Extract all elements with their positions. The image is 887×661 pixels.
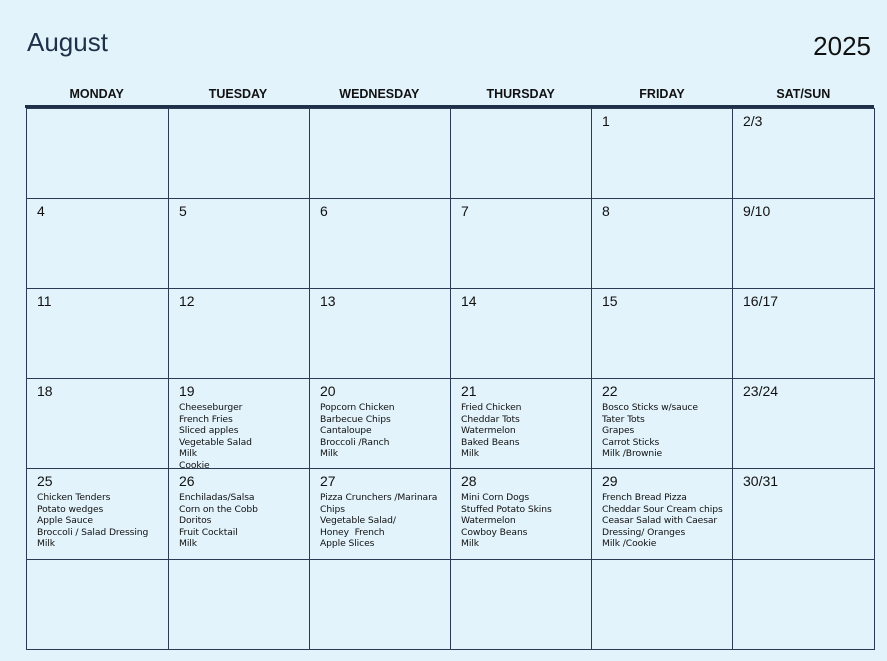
menu-item: Corn on the Cobb <box>179 503 258 515</box>
menu-item: French Fries <box>179 413 233 425</box>
weekday-friday: FRIDAY <box>639 87 685 101</box>
calendar-day-cell <box>169 108 310 198</box>
menu-item: Sliced apples <box>179 425 239 436</box>
day-number: 23/24 <box>743 383 779 399</box>
menu-item: Broccoli /Ranch <box>320 436 390 448</box>
menu-item: Milk <box>179 538 197 549</box>
calendar-day-cell <box>27 198 169 288</box>
menu-item: Watermelon <box>461 425 516 436</box>
menu-item: Pizza Crunchers /Marinara <box>320 492 438 503</box>
menu-item: Barbecue Chips <box>320 413 391 425</box>
calendar-day-cell <box>27 559 169 650</box>
menu-item: Ceasar Salad with Caesar <box>602 515 718 526</box>
calendar-day-cell <box>310 378 451 468</box>
calendar-day-cell <box>592 468 733 559</box>
menu-item: Milk <box>461 448 479 459</box>
menu-item: Milk <box>461 538 479 549</box>
menu-item: Doritos <box>179 515 212 526</box>
menu-item: Stuffed Potato Skins <box>461 503 552 515</box>
day-number: 9/10 <box>743 203 771 219</box>
menu-item: Grapes <box>602 425 635 436</box>
day-number: 4 <box>37 203 45 219</box>
day-number: 19 <box>179 383 195 399</box>
menu-item: Milk <box>320 448 338 459</box>
menu-item: Tater Tots <box>602 413 645 425</box>
calendar-day-cell <box>169 198 310 288</box>
day-number: 5 <box>179 203 187 219</box>
menu-item: Cantaloupe <box>320 425 372 436</box>
calendar-day-cell <box>733 288 875 378</box>
menu-item: Cheeseburger <box>179 402 243 413</box>
calendar-day-cell <box>169 288 310 378</box>
day-number: 27 <box>320 473 336 489</box>
menu-item: Cookie <box>179 459 210 468</box>
day-number: 26 <box>179 473 195 489</box>
menu-item: Broccoli / Salad Dressing <box>37 526 149 538</box>
calendar-day-cell <box>27 468 169 559</box>
menu-item: Apple Sauce <box>37 515 93 526</box>
menu-item: Milk <box>37 538 55 549</box>
calendar-day-cell <box>310 198 451 288</box>
menu-item: Dressing/ Oranges <box>602 526 686 538</box>
day-number: 8 <box>602 203 610 219</box>
menu-item: Watermelon <box>461 515 516 526</box>
day-number: 11 <box>37 293 52 309</box>
menu-item: Cowboy Beans <box>461 526 528 538</box>
day-number: 18 <box>37 383 53 399</box>
day-number: 16/17 <box>743 293 779 309</box>
calendar-day-cell <box>592 378 733 468</box>
weekday-thursday: THURSDAY <box>486 87 555 101</box>
menu-item: Cheddar Tots <box>461 413 520 425</box>
calendar-day-cell <box>592 198 733 288</box>
menu-item: Apple Slices <box>320 538 375 549</box>
day-number: 29 <box>602 473 618 489</box>
calendar-grid <box>26 108 874 650</box>
menu-item: Mini Corn Dogs <box>461 492 530 503</box>
calendar-day-cell <box>733 108 875 198</box>
menu-item: Baked Beans <box>461 436 520 448</box>
calendar-day-cell <box>451 288 592 378</box>
weekday-weekend: SAT/SUN <box>776 87 831 101</box>
day-number: 2/3 <box>743 113 763 129</box>
menu-item: Vegetable Salad/ <box>320 515 396 526</box>
day-number: 30/31 <box>743 473 779 489</box>
menu-item: Cheddar Sour Cream chips <box>602 503 723 515</box>
calendar-day-cell <box>169 378 310 468</box>
menu-item: Chips <box>320 503 345 515</box>
menu-item: Bosco Sticks w/sauce <box>602 402 698 413</box>
weekday-wednesday: WEDNESDAY <box>339 87 420 101</box>
menu-item: Milk /Cookie <box>602 538 657 549</box>
calendar-day-cell <box>27 288 169 378</box>
day-number: 20 <box>320 383 336 399</box>
calendar-day-cell <box>310 108 451 198</box>
menu-item: Fried Chicken <box>461 402 522 413</box>
day-number: 25 <box>37 473 53 489</box>
weekday-tuesday: TUESDAY <box>208 87 268 101</box>
day-number: 15 <box>602 293 618 309</box>
calendar-day-cell <box>451 108 592 198</box>
menu-item: Popcorn Chicken <box>320 402 395 413</box>
menu-item: Carrot Sticks <box>602 436 660 448</box>
menu-item: Milk /Brownie <box>602 448 663 459</box>
calendar-day-cell <box>169 559 310 650</box>
calendar-day-cell <box>451 468 592 559</box>
menu-item: Potato wedges <box>37 503 104 515</box>
calendar-day-cell <box>451 559 592 650</box>
menu-item: Enchiladas/Salsa <box>179 492 255 503</box>
menu-item: Chicken Tenders <box>37 492 111 503</box>
calendar-day-cell <box>733 198 875 288</box>
day-number: 6 <box>320 203 328 219</box>
menu-item: Milk <box>179 448 197 459</box>
calendar-day-cell <box>592 288 733 378</box>
weekday-header-row <box>26 84 874 106</box>
calendar-day-cell <box>310 288 451 378</box>
menu-item: French Bread Pizza <box>602 492 687 503</box>
day-number: 1 <box>602 113 610 129</box>
weekday-monday: MONDAY <box>69 87 124 101</box>
day-number: 21 <box>461 383 477 399</box>
calendar-day-cell <box>310 468 451 559</box>
calendar-day-cell <box>451 378 592 468</box>
day-number: 7 <box>461 203 469 219</box>
calendar-day-cell <box>733 378 875 468</box>
calendar-day-cell <box>169 468 310 559</box>
day-number: 14 <box>461 293 477 309</box>
calendar-day-cell <box>451 198 592 288</box>
calendar-day-cell <box>592 108 733 198</box>
year-title: 2025 <box>813 31 871 61</box>
day-number: 12 <box>179 293 195 309</box>
menu-item: Vegetable Salad <box>179 436 252 448</box>
calendar-day-cell <box>733 559 875 650</box>
menu-item: Fruit Cocktail <box>179 526 238 538</box>
menu-item: Honey French <box>320 526 385 538</box>
calendar-day-cell <box>733 468 875 559</box>
day-number: 22 <box>602 383 618 399</box>
day-number: 28 <box>461 473 477 489</box>
calendar-day-cell <box>27 108 169 198</box>
day-number: 13 <box>320 293 336 309</box>
calendar-day-cell <box>27 378 169 468</box>
month-title: August <box>27 27 108 57</box>
calendar-day-cell <box>592 559 733 650</box>
calendar-day-cell <box>310 559 451 650</box>
